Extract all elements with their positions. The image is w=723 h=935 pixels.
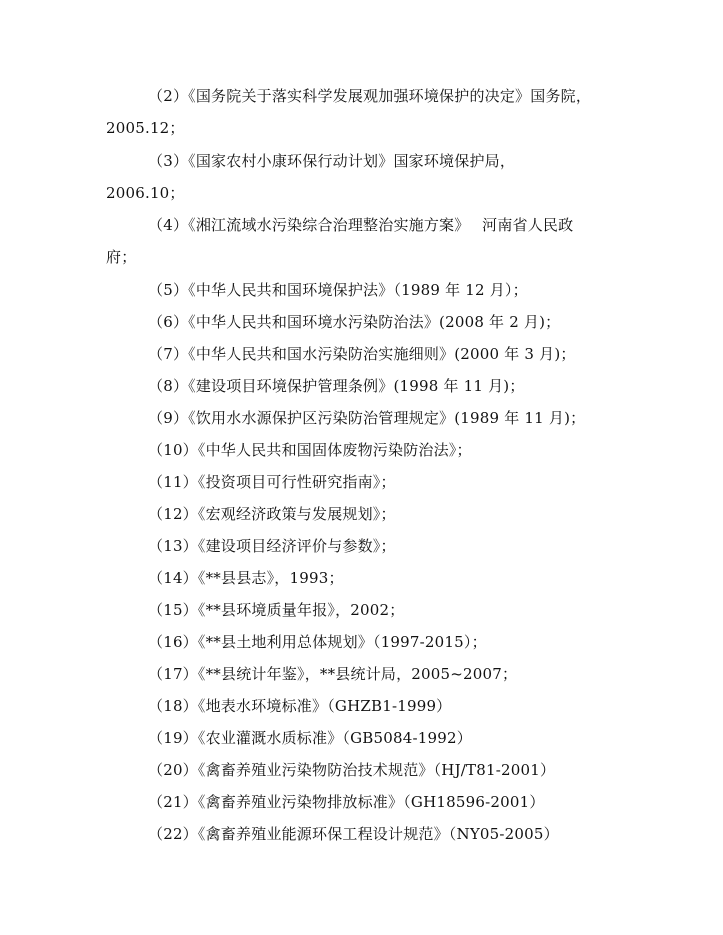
reference-text: 《中华人民共和国水污染防治实施细则》(2000 年 3 月)； [188,345,576,363]
reference-number: （9） [148,409,189,427]
reference-text: 《地表水环境标准》（GHZB1-1999） [197,697,452,715]
reference-number: （15） [148,601,198,619]
reference-text: 《投资项目可行性研究指南》； [197,473,396,491]
reference-item [148,728,472,748]
reference-number: （16） [148,633,198,651]
reference-continuation: 2005.12； [106,119,185,137]
reference-text: 《**县土地利用总体规划》（1997-2015）； [197,633,487,651]
reference-item [148,376,525,396]
reference-item [148,280,528,300]
reference-number: （3） [148,152,189,170]
reference-text: 《**县县志》，1993； [197,569,344,587]
reference-item [148,632,487,652]
reference-text: 《宏观经济政策与发展规划》； [197,505,396,523]
reference-number: （17） [148,665,198,683]
reference-number: （18） [148,697,198,715]
reference-item [148,600,404,620]
reference-text: 《中华人民共和国固体废物污染防治法》； [197,441,472,459]
reference-item [148,536,396,556]
reference-text: 《禽畜养殖业污染物防治技术规范》（HJ/T81-2001） [197,761,556,779]
reference-item [148,344,576,364]
reference-item [148,760,555,780]
reference-number: （5） [148,281,189,299]
reference-item [148,568,344,588]
reference-number: （12） [148,505,198,523]
reference-number: （11） [148,473,198,491]
reference-number: （22） [148,825,198,843]
reference-text: 《国家农村小康环保行动计划》国家环境保护局， [188,152,516,170]
reference-number: （2） [148,87,189,105]
reference-number: （6） [148,313,189,331]
reference-item [148,504,396,524]
reference-number: （10） [148,441,198,459]
reference-item [148,86,591,106]
reference-text: 《中华人民共和国环境保护法》（1989 年 12 月）； [188,281,528,299]
reference-number: （13） [148,537,198,555]
reference-number: （7） [148,345,189,363]
reference-number: （20） [148,761,198,779]
reference-text: 《禽畜养殖业能源环保工程设计规范》（NY05-2005） [197,825,559,843]
reference-item [148,664,517,684]
reference-text: 《饮用水水源保护区污染防治管理规定》(1989 年 11 月)； [188,409,586,427]
reference-item [148,312,560,332]
reference-number: （21） [148,793,198,811]
reference-text: 《**县环境质量年报》，2002； [197,601,405,619]
reference-item [148,440,472,460]
reference-text: 《禽畜养殖业污染物排放标准》（GH18596-2001） [197,793,545,811]
reference-number: （14） [148,569,198,587]
reference-item [148,215,573,235]
reference-number: （4） [148,216,189,234]
reference-item [148,408,585,428]
reference-item [148,792,545,812]
reference-text: 《国务院关于落实科学发展观加强环境保护的决定》国务院， [188,87,592,105]
reference-text: 《中华人民共和国环境水污染防治法》(2008 年 2 月)； [188,313,561,331]
reference-number: （8） [148,377,189,395]
reference-continuation: 2006.10； [106,184,185,202]
reference-text: 《**县统计年鉴》，**县统计局，2005~2007； [197,665,518,683]
reference-item [148,472,396,492]
reference-item [148,824,559,844]
reference-item [148,151,515,171]
reference-text: 《建设项目经济评价与参数》； [197,537,396,555]
reference-text: 《建设项目环境保护管理条例》(1998 年 11 月)； [188,377,525,395]
reference-number: （19） [148,729,198,747]
reference-text: 《湘江流域水污染综合治理整治实施方案》 河南省人民政 [188,216,574,234]
reference-item [148,696,451,716]
reference-text: 《农业灌溉水质标准》（GB5084-1992） [197,729,472,747]
reference-continuation: 府； [106,248,137,266]
